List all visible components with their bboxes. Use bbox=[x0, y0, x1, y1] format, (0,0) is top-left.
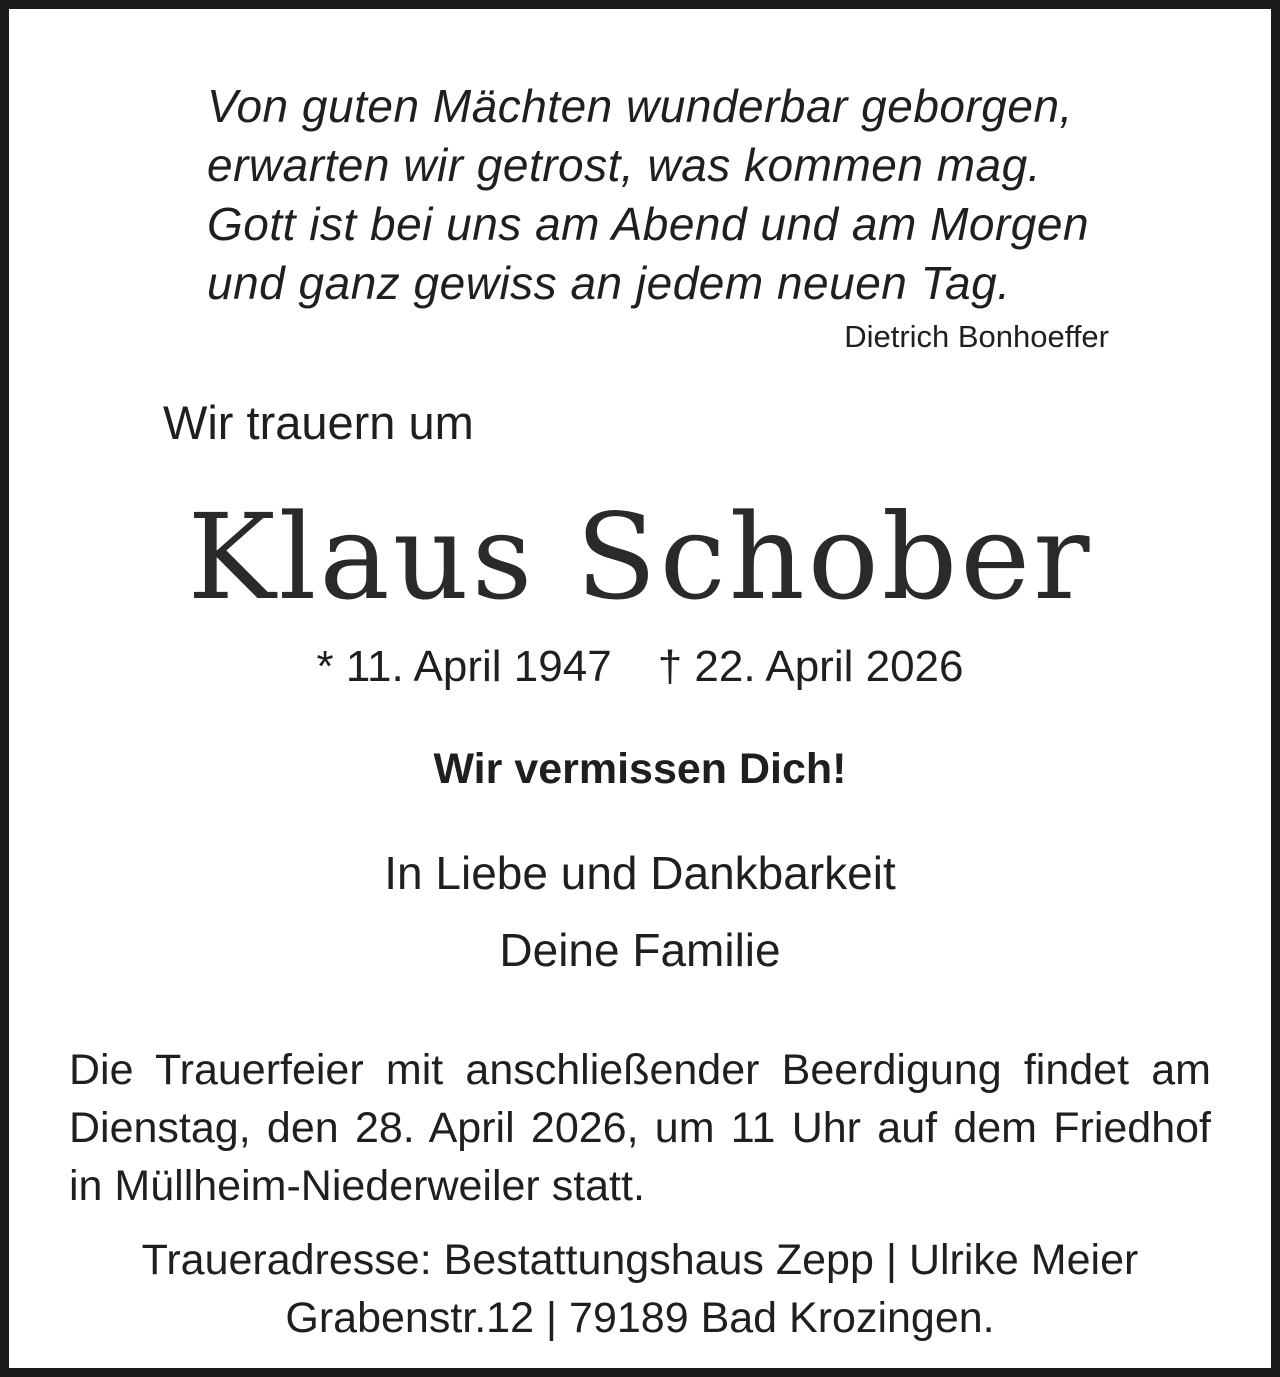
closing-line-2: Deine Familie bbox=[499, 924, 781, 976]
address-line-1: Traueradresse: Bestattungshaus Zepp | Ulrike Meier bbox=[141, 1236, 1139, 1284]
deceased-name: Klaus Schober bbox=[187, 488, 1093, 626]
birth-date: * 11. April 1947 bbox=[316, 642, 612, 691]
poem-line-3: Gott ist bei uns am Abend und am Morgen bbox=[207, 198, 1090, 250]
address-line-2: Grabenstr.12 | 79189 Bad Krozingen. bbox=[285, 1294, 995, 1342]
poem-author: Dietrich Bonhoeffer bbox=[844, 319, 1109, 354]
death-date: † 22. April 2026 bbox=[657, 642, 964, 691]
closing-line-1: In Liebe und Dankbarkeit bbox=[384, 847, 896, 899]
poem-line-4: und ganz gewiss an jedem neuen Tag. bbox=[207, 257, 1011, 309]
mourning-intro: Wir trauern um bbox=[163, 396, 474, 449]
poem-line-2: erwarten wir getrost, was kommen mag. bbox=[207, 139, 1041, 191]
service-notice: Die Trauerfeier mit anschließender Beerdigung findet am Dienstag, den 28. April 2026, um 11 Uhr auf dem Friedhof in Müllheim-Niederweiler statt. bbox=[69, 1046, 1211, 1210]
message: Wir vermissen Dich! bbox=[433, 745, 847, 793]
poem-line-1: Von guten Mächten wunderbar geborgen, bbox=[207, 80, 1073, 132]
life-dates bbox=[9, 637, 1271, 697]
